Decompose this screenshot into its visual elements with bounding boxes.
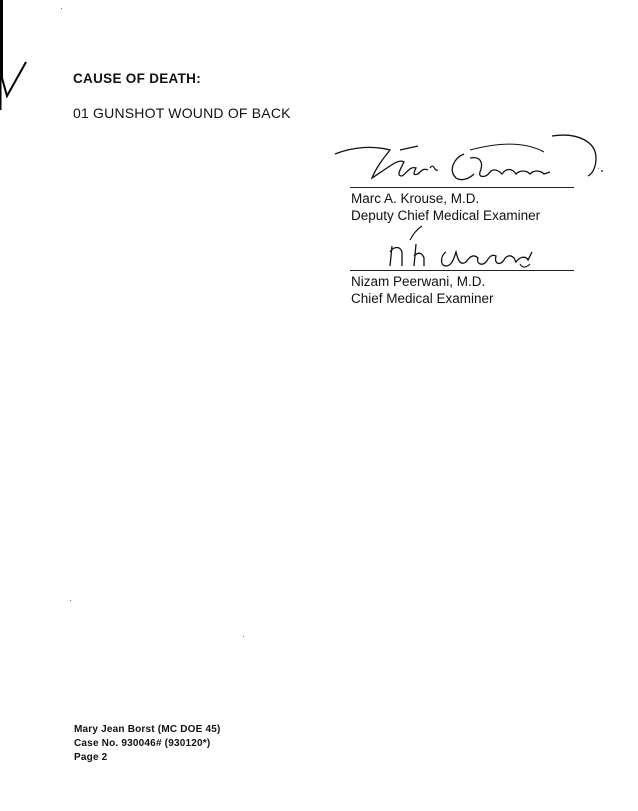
signature-line-1 <box>350 187 574 188</box>
scan-speck <box>70 600 71 601</box>
signature-peerwani <box>370 222 550 270</box>
signature-krouse <box>330 128 610 190</box>
footer-page-number: Page 2 <box>74 752 108 763</box>
cause-of-death-text: 01 GUNSHOT WOUND OF BACK <box>73 105 291 121</box>
scan-speck <box>61 8 62 9</box>
scan-speck <box>598 168 599 169</box>
signer-1-title: Deputy Chief Medical Examiner <box>351 208 541 223</box>
signer-1-block <box>351 190 540 224</box>
footer-case-number: Case No. 930046# (930120*) <box>74 738 211 749</box>
margin-check-mark <box>0 0 30 110</box>
signer-2-name: Nizam Peerwani, M.D. <box>351 274 486 289</box>
signer-2-title: Chief Medical Examiner <box>351 291 494 306</box>
signer-2-block <box>351 273 494 307</box>
footer-subject: Mary Jean Borst (MC DOE 45) <box>74 724 221 735</box>
scan-speck <box>243 636 244 637</box>
page-footer <box>74 723 221 765</box>
cause-of-death-heading: CAUSE OF DEATH: <box>73 71 201 86</box>
signature-line-2 <box>350 270 574 271</box>
signer-1-name: Marc A. Krouse, M.D. <box>351 191 480 206</box>
